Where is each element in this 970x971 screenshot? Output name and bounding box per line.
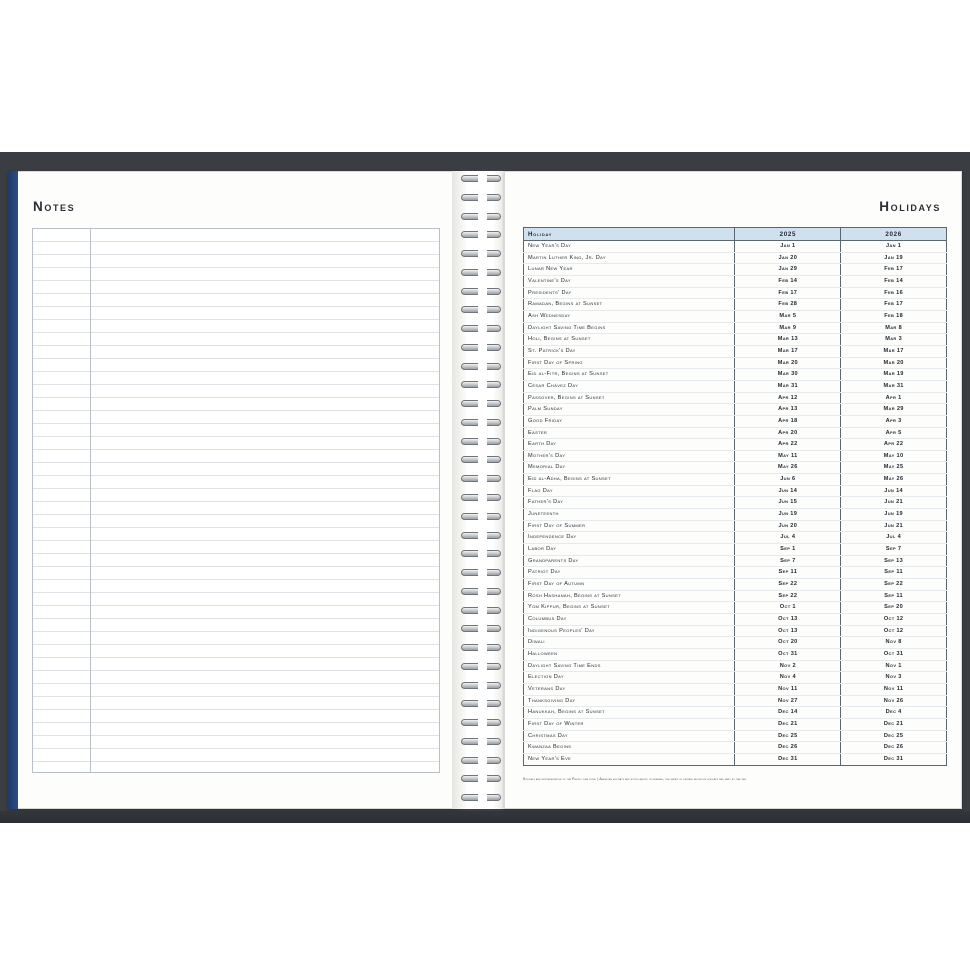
cell-date-2025: Nov 27 bbox=[735, 695, 841, 707]
coil-ring bbox=[461, 588, 501, 595]
page-title-notes: Notes bbox=[33, 199, 76, 214]
cell-date-2025: Sep 1 bbox=[735, 544, 841, 556]
table-row bbox=[524, 532, 947, 544]
coil-ring bbox=[461, 625, 501, 632]
cell-holiday-name: Good Friday bbox=[524, 415, 735, 427]
cell-date-2025: Mar 30 bbox=[735, 369, 841, 381]
table-row bbox=[524, 614, 947, 626]
cell-date-2026: May 25 bbox=[841, 462, 947, 474]
table-row bbox=[524, 579, 947, 591]
cell-date-2026: Mar 17 bbox=[841, 345, 947, 357]
table-row bbox=[524, 544, 947, 556]
cell-date-2026: Jun 21 bbox=[841, 497, 947, 509]
cell-date-2026: May 26 bbox=[841, 474, 947, 486]
table-row bbox=[524, 345, 947, 357]
cell-date-2026: Feb 14 bbox=[841, 275, 947, 287]
table-row bbox=[524, 439, 947, 451]
coil-ring bbox=[461, 757, 501, 764]
table-row bbox=[524, 660, 947, 672]
coil-ring bbox=[461, 644, 501, 651]
coil-ring bbox=[461, 700, 501, 707]
cell-date-2026: Feb 17 bbox=[841, 264, 947, 276]
cell-holiday-name: César Chávez Day bbox=[524, 380, 735, 392]
cell-date-2026: Feb 17 bbox=[841, 299, 947, 311]
table-row bbox=[524, 275, 947, 287]
coil-ring bbox=[461, 213, 501, 220]
coil-ring bbox=[461, 532, 501, 539]
cell-date-2026: Mar 20 bbox=[841, 357, 947, 369]
cell-date-2025: Oct 13 bbox=[735, 614, 841, 626]
cell-date-2025: Apr 22 bbox=[735, 439, 841, 451]
cell-date-2026: Nov 1 bbox=[841, 660, 947, 672]
table-row bbox=[524, 590, 947, 602]
cell-holiday-name: Palm Sunday bbox=[524, 404, 735, 416]
table-row bbox=[524, 707, 947, 719]
coil-ring bbox=[461, 794, 501, 801]
cell-holiday-name: Daylight Saving Time Ends bbox=[524, 660, 735, 672]
cell-date-2026: Dec 31 bbox=[841, 753, 947, 765]
cell-holiday-name: Election Day bbox=[524, 672, 735, 684]
cell-date-2025: Feb 28 bbox=[735, 299, 841, 311]
coil-ring bbox=[461, 175, 501, 182]
cell-holiday-name: Independence Day bbox=[524, 532, 735, 544]
cell-date-2026: Dec 21 bbox=[841, 718, 947, 730]
coil-ring bbox=[461, 194, 501, 201]
cell-date-2025: Jan 20 bbox=[735, 252, 841, 264]
cell-date-2025: Jun 6 bbox=[735, 474, 841, 486]
cell-holiday-name: Diwali bbox=[524, 637, 735, 649]
coil-ring bbox=[461, 250, 501, 257]
cell-date-2025: Apr 20 bbox=[735, 427, 841, 439]
cell-holiday-name: Labor Day bbox=[524, 544, 735, 556]
cell-date-2025: Nov 11 bbox=[735, 683, 841, 695]
coil-ring bbox=[461, 269, 501, 276]
table-row bbox=[524, 497, 947, 509]
coil-ring bbox=[461, 419, 501, 426]
holidays-table bbox=[523, 227, 947, 766]
cell-holiday-name: Ramadan, Begins at Sunset bbox=[524, 299, 735, 311]
cell-date-2025: Jun 14 bbox=[735, 485, 841, 497]
cell-date-2026: Apr 22 bbox=[841, 439, 947, 451]
cell-date-2025: Dec 25 bbox=[735, 730, 841, 742]
cell-date-2026: Sep 7 bbox=[841, 544, 947, 556]
cell-date-2025: Jul 4 bbox=[735, 532, 841, 544]
cell-holiday-name: Columbus Day bbox=[524, 614, 735, 626]
coil-ring bbox=[461, 475, 501, 482]
table-row bbox=[524, 252, 947, 264]
table-row bbox=[524, 334, 947, 346]
page-title-holidays: Holidays bbox=[879, 199, 941, 214]
table-row bbox=[524, 264, 947, 276]
cell-holiday-name: First Day of Winter bbox=[524, 718, 735, 730]
cell-date-2025: Sep 22 bbox=[735, 590, 841, 602]
cell-date-2026: Apr 3 bbox=[841, 415, 947, 427]
table-row bbox=[524, 450, 947, 462]
column-header-holiday: Holiday bbox=[524, 228, 735, 241]
cell-holiday-name: Presidents' Day bbox=[524, 287, 735, 299]
table-header-row bbox=[524, 228, 947, 241]
cell-date-2025: May 26 bbox=[735, 462, 841, 474]
cell-date-2025: Dec 31 bbox=[735, 753, 841, 765]
coil-ring bbox=[461, 456, 501, 463]
table-row bbox=[524, 555, 947, 567]
cell-date-2026: Mar 31 bbox=[841, 380, 947, 392]
cell-holiday-name: Ash Wednesday bbox=[524, 310, 735, 322]
table-row bbox=[524, 299, 947, 311]
table-row bbox=[524, 462, 947, 474]
holidays-table-head bbox=[524, 228, 947, 241]
table-row bbox=[524, 672, 947, 684]
cell-holiday-name: Indigenous Peoples' Day bbox=[524, 625, 735, 637]
cell-holiday-name: Martin Luther King, Jr. Day bbox=[524, 252, 735, 264]
cell-date-2026: Oct 31 bbox=[841, 648, 947, 660]
cell-date-2025: Mar 9 bbox=[735, 322, 841, 334]
cell-holiday-name: Holi, Begins at Sunset bbox=[524, 334, 735, 346]
cell-holiday-name: Patriot Day bbox=[524, 567, 735, 579]
coil-ring bbox=[461, 381, 501, 388]
cell-date-2026: Dec 26 bbox=[841, 742, 947, 754]
cell-date-2026: Oct 12 bbox=[841, 625, 947, 637]
cell-date-2025: Oct 20 bbox=[735, 637, 841, 649]
table-row bbox=[524, 648, 947, 660]
coil-ring bbox=[461, 682, 501, 689]
coil-ring bbox=[461, 438, 501, 445]
holidays-footnote: Holidays are representative of the Pacific time zone. | American holidays are noted above; in general, the dates of certain religious holidays may vary by one day. bbox=[523, 777, 748, 781]
coil-ring bbox=[461, 363, 501, 370]
cell-holiday-name: Grandparents Day bbox=[524, 555, 735, 567]
table-row bbox=[524, 602, 947, 614]
notes-writing-area[interactable] bbox=[32, 228, 440, 773]
cell-date-2025: Mar 13 bbox=[735, 334, 841, 346]
cell-date-2025: Jun 15 bbox=[735, 497, 841, 509]
cell-date-2026: Mar 3 bbox=[841, 334, 947, 346]
cell-date-2026: May 10 bbox=[841, 450, 947, 462]
cell-date-2026: Jun 14 bbox=[841, 485, 947, 497]
table-row bbox=[524, 567, 947, 579]
spiral-binding bbox=[452, 171, 510, 809]
holidays-page bbox=[504, 171, 962, 809]
cell-date-2025: Feb 14 bbox=[735, 275, 841, 287]
table-row bbox=[524, 730, 947, 742]
cell-date-2026: Sep 13 bbox=[841, 555, 947, 567]
table-row bbox=[524, 474, 947, 486]
cell-holiday-name: Father's Day bbox=[524, 497, 735, 509]
cell-date-2026: Sep 22 bbox=[841, 579, 947, 591]
cell-date-2026: Sep 11 bbox=[841, 590, 947, 602]
cell-date-2025: Sep 22 bbox=[735, 579, 841, 591]
cell-holiday-name: Daylight Saving Time Begins bbox=[524, 322, 735, 334]
cell-date-2026: Jan 19 bbox=[841, 252, 947, 264]
cell-holiday-name: Passover, Begins at Sunset bbox=[524, 392, 735, 404]
cell-date-2025: Sep 11 bbox=[735, 567, 841, 579]
cell-holiday-name: Christmas Day bbox=[524, 730, 735, 742]
cell-date-2026: Apr 1 bbox=[841, 392, 947, 404]
cell-date-2025: Oct 31 bbox=[735, 648, 841, 660]
table-row bbox=[524, 695, 947, 707]
cell-date-2025: Jan 29 bbox=[735, 264, 841, 276]
table-row bbox=[524, 369, 947, 381]
cell-date-2025: Apr 13 bbox=[735, 404, 841, 416]
cell-holiday-name: Hanukkah, Begins at Sunset bbox=[524, 707, 735, 719]
cell-holiday-name: Flag Day bbox=[524, 485, 735, 497]
table-row bbox=[524, 718, 947, 730]
cell-date-2025: Mar 17 bbox=[735, 345, 841, 357]
cell-holiday-name: Eid al-Fitr, Begins at Sunset bbox=[524, 369, 735, 381]
coil-ring bbox=[461, 288, 501, 295]
cell-date-2025: Nov 4 bbox=[735, 672, 841, 684]
cell-holiday-name: Kwanzaa Begins bbox=[524, 742, 735, 754]
table-row bbox=[524, 357, 947, 369]
table-row bbox=[524, 310, 947, 322]
cell-holiday-name: First Day of Spring bbox=[524, 357, 735, 369]
table-row bbox=[524, 753, 947, 765]
cell-date-2026: Apr 5 bbox=[841, 427, 947, 439]
cell-date-2026: Feb 18 bbox=[841, 310, 947, 322]
cell-date-2025: Jun 20 bbox=[735, 520, 841, 532]
cell-date-2025: Nov 2 bbox=[735, 660, 841, 672]
table-row bbox=[524, 742, 947, 754]
table-row bbox=[524, 509, 947, 521]
table-row bbox=[524, 625, 947, 637]
cell-holiday-name: Halloween bbox=[524, 648, 735, 660]
cell-date-2026: Nov 8 bbox=[841, 637, 947, 649]
cell-holiday-name: First Day of Summer bbox=[524, 520, 735, 532]
coil-ring bbox=[461, 325, 501, 332]
cell-date-2025: Jan 1 bbox=[735, 241, 841, 253]
cell-date-2025: Apr 18 bbox=[735, 415, 841, 427]
column-header-2026: 2026 bbox=[841, 228, 947, 241]
coil-ring bbox=[461, 775, 501, 782]
planner-bottom-edge bbox=[0, 811, 970, 823]
table-row bbox=[524, 485, 947, 497]
cell-date-2025: Dec 14 bbox=[735, 707, 841, 719]
cell-holiday-name: Valentine's Day bbox=[524, 275, 735, 287]
notes-ruled-lines bbox=[33, 229, 439, 772]
cell-holiday-name: Juneteenth bbox=[524, 509, 735, 521]
cell-holiday-name: First Day of Autumn bbox=[524, 579, 735, 591]
cell-date-2025: Mar 5 bbox=[735, 310, 841, 322]
cell-holiday-name: Thanksgiving Day bbox=[524, 695, 735, 707]
cell-date-2025: Sep 7 bbox=[735, 555, 841, 567]
cell-date-2025: Mar 31 bbox=[735, 380, 841, 392]
cell-holiday-name: Yom Kippur, Begins at Sunset bbox=[524, 602, 735, 614]
notes-margin-line bbox=[90, 229, 91, 772]
cell-holiday-name: Memorial Day bbox=[524, 462, 735, 474]
table-row bbox=[524, 404, 947, 416]
cell-date-2026: Jul 4 bbox=[841, 532, 947, 544]
cell-date-2026: Dec 4 bbox=[841, 707, 947, 719]
table-row bbox=[524, 520, 947, 532]
cell-date-2025: Dec 26 bbox=[735, 742, 841, 754]
cell-holiday-name: St. Patrick's Day bbox=[524, 345, 735, 357]
cell-date-2026: Nov 11 bbox=[841, 683, 947, 695]
coil-ring bbox=[461, 306, 501, 313]
cell-date-2026: Jan 1 bbox=[841, 241, 947, 253]
cell-date-2025: Oct 1 bbox=[735, 602, 841, 614]
cell-date-2026: Nov 3 bbox=[841, 672, 947, 684]
cell-holiday-name: Eid al-Adha, Begins at Sunset bbox=[524, 474, 735, 486]
coil-ring bbox=[461, 738, 501, 745]
cell-holiday-name: New Year's Eve bbox=[524, 753, 735, 765]
table-row bbox=[524, 392, 947, 404]
cell-holiday-name: Rosh Hashanah, Begins at Sunset bbox=[524, 590, 735, 602]
cell-date-2026: Mar 8 bbox=[841, 322, 947, 334]
coil-ring bbox=[461, 513, 501, 520]
coil-ring bbox=[461, 344, 501, 351]
cell-date-2026: Sep 11 bbox=[841, 567, 947, 579]
cell-holiday-name: Lunar New Year bbox=[524, 264, 735, 276]
table-row bbox=[524, 241, 947, 253]
coil-ring bbox=[461, 569, 501, 576]
cell-date-2025: Jun 19 bbox=[735, 509, 841, 521]
cell-date-2026: Mar 19 bbox=[841, 369, 947, 381]
holidays-table-body bbox=[524, 241, 947, 766]
planner-spine bbox=[8, 171, 18, 809]
coil-ring bbox=[461, 400, 501, 407]
table-row bbox=[524, 637, 947, 649]
cell-holiday-name: Mother's Day bbox=[524, 450, 735, 462]
coil-ring bbox=[461, 607, 501, 614]
cell-date-2025: Apr 12 bbox=[735, 392, 841, 404]
cell-holiday-name: Veterans Day bbox=[524, 683, 735, 695]
table-row bbox=[524, 683, 947, 695]
cell-date-2026: Nov 26 bbox=[841, 695, 947, 707]
cell-date-2026: Oct 12 bbox=[841, 614, 947, 626]
cell-date-2025: Oct 13 bbox=[735, 625, 841, 637]
table-row bbox=[524, 287, 947, 299]
table-row bbox=[524, 380, 947, 392]
cell-date-2026: Sep 20 bbox=[841, 602, 947, 614]
table-row bbox=[524, 427, 947, 439]
binding-coil bbox=[452, 171, 510, 809]
coil-ring bbox=[461, 550, 501, 557]
cell-holiday-name: Easter bbox=[524, 427, 735, 439]
cell-holiday-name: New Year's Day bbox=[524, 241, 735, 253]
cell-date-2026: Feb 16 bbox=[841, 287, 947, 299]
cell-date-2026: Dec 25 bbox=[841, 730, 947, 742]
cell-date-2025: Feb 17 bbox=[735, 287, 841, 299]
cell-date-2026: Jun 21 bbox=[841, 520, 947, 532]
cell-date-2026: Jun 19 bbox=[841, 509, 947, 521]
coil-ring bbox=[461, 719, 501, 726]
cell-date-2025: May 11 bbox=[735, 450, 841, 462]
coil-ring bbox=[461, 663, 501, 670]
coil-ring bbox=[461, 231, 501, 238]
notes-page bbox=[8, 171, 460, 809]
table-row bbox=[524, 415, 947, 427]
coil-ring bbox=[461, 494, 501, 501]
cell-holiday-name: Earth Day bbox=[524, 439, 735, 451]
cell-date-2026: Mar 29 bbox=[841, 404, 947, 416]
column-header-2025: 2025 bbox=[735, 228, 841, 241]
cell-date-2025: Mar 20 bbox=[735, 357, 841, 369]
table-row bbox=[524, 322, 947, 334]
cell-date-2025: Dec 21 bbox=[735, 718, 841, 730]
